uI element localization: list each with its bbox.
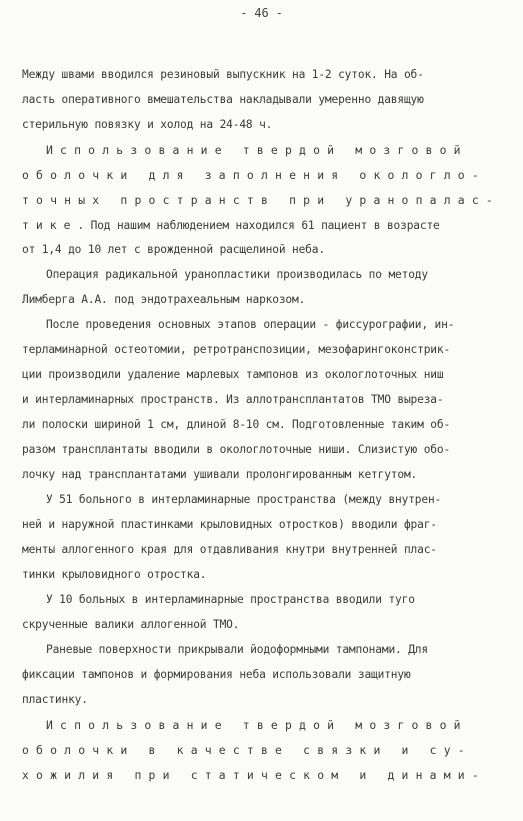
- text-line: скрученные валики аллогенной ТМО.: [22, 618, 240, 631]
- text-line: У 10 больных в интерламинарные пространства вводили туго: [46, 593, 415, 606]
- section-heading-line: хожилия при статическом и динами-: [22, 768, 486, 782]
- text-line: После проведения основных этапов операции - фиссурографии, ин-: [46, 318, 455, 331]
- page-number: - 46 -: [240, 6, 283, 20]
- text-line: ней и наружной пластинками крыловидных отростков) вводили фраг-: [22, 518, 437, 531]
- text-line: разом трансплантаты вводили в окологлоточные ниши. Слизистую обо-: [22, 443, 451, 456]
- text-line: Операция радикальной уранопластики производилась по методу: [46, 268, 428, 281]
- text-line: и интерламинарных пространств. Из аллотрансплантатов ТМО выреза-: [22, 393, 444, 406]
- text-line: Раневые поверхности прикрывали йодоформными тампонами. Для: [46, 643, 428, 656]
- section-heading-line: оболочки для заполнения окологло-: [22, 168, 486, 182]
- text-line: Между швами вводился резиновый выпускник на 1-2 суток. На об-: [22, 68, 424, 81]
- text-line: лочку над трансплантатами ушивали пролонгированным кетгутом.: [22, 468, 418, 481]
- text-line: пластинку.: [22, 693, 88, 706]
- section-heading-line: Использование твердой мозговой: [46, 143, 468, 157]
- text-line: ласть оперативного вмешательства накладывали умеренно давящую: [22, 93, 424, 106]
- section-heading-line: Использование твердой мозговой: [46, 718, 468, 732]
- text-line: [22, 218, 440, 232]
- text-line: Лимберга А.А. под эндотрахеальным наркозом.: [22, 293, 306, 306]
- text-line: фиксации тампонов и формирования неба использовали защитную: [22, 668, 411, 681]
- section-heading-line: оболочки в качестве связки и су-: [22, 743, 472, 757]
- text-line: ли полоски шириной 1 см, длиной 8-10 см. Подготовленные таким об-: [22, 418, 451, 431]
- heading-tail: тике: [22, 218, 78, 232]
- text-line: У 51 больного в интерламинарные пространства (между внутрен-: [46, 493, 442, 506]
- text-line-rest: . Под нашим наблюдением находился 61 пациент в возрасте: [77, 219, 440, 232]
- text-line: ции производили удаление марлевых тампонов из окологлоточных ниш: [22, 368, 444, 381]
- text-line: тинки крыловидного отростка.: [22, 568, 207, 581]
- text-line: от 1,4 до 10 лет с врожденной расщелиной неба.: [22, 243, 325, 256]
- text-line: менты аллогенного края для отдавливания кнутри внутренней плас-: [22, 543, 437, 556]
- text-line: стерильную повязку и холод на 24-48 ч.: [22, 118, 273, 131]
- text-line: терламинарной остеотомии, ретротранспозиции, мезофарингоконстрик-: [22, 343, 451, 356]
- section-heading-line: точных пространств при уранопалас-: [22, 193, 500, 207]
